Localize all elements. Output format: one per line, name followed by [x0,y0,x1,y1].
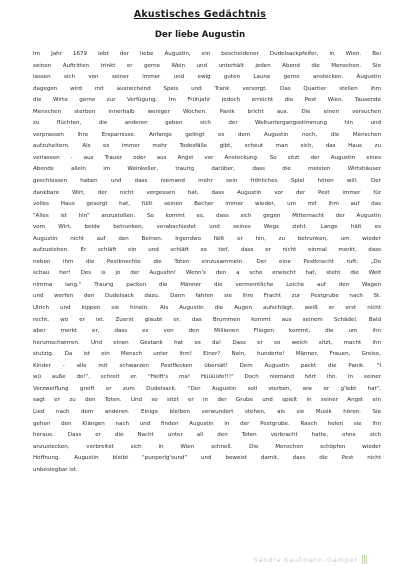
body-line: und werfen den Dudelsack dazu. Dann fahren sie ihre Fracht zur Pestgrube nach St. [33,293,381,300]
body-line: verlassen - aus Trauer oder aus Angst vor Ansteckung. So sitzt der Augustin eines [33,154,381,161]
body-line: anzustecken, verbreitet sich in Wien schnell. Die Menschen schöpfen wieder [33,443,381,450]
body-line: gehen den Klängen nach und finden Augustin in der Pestgrube. Rasch holen sie ihn [33,420,381,427]
body-line: aufzuheitern. Als es immer mehr Todesfälle gibt, scheut man sich, das Haus zu [33,143,381,150]
body-line: "Alles ist hin" anzustoßen. So kommt es, dass sich gegen Mitternacht der Augustin [33,212,381,219]
body-line: Hoffnung. Augustin bleibt "punperlg'sund" und beweist damit, dass die Pest nicht [33,455,381,462]
body-line: Kinder - alle mit schwarzen Pestflecken übersät! Dem Augustin packt die Panik. "I [33,362,381,369]
body-line: unbesiegbar ist. [33,466,78,473]
body-line: zu flüchten, die anderen geben sich der Weltuntergangsstimmung hin und [33,120,381,127]
body-line: Verzweiflung greift er zum Dudelsack. "Der Augustin soll sterben, wie er g'lebt hat", [33,385,381,392]
body-line: sagt er zu den Toten. Und so sitzt er in der Grube und spielt in seiner Angst ein [33,397,381,404]
body-line: aufzustehen. Er schläft ein und schläft so tief, dass er nicht einmal merkt, dass [33,247,381,254]
body-line: stutzig. Da ist ein Mensch unter ihm! Einer? Nein, hunderte! Männer, Frauen, Greise, [33,351,381,358]
page-title: Akustisches Gedächtnis [133,9,267,20]
body-line: Im Jahr 1679 lebt der liebe Augustin, ein bescheidener Dudelsackpfeifer, in Wien. Bei [33,51,381,57]
body-line: schau her! Des is jo der Augustin! Wenn's den a scho erwischt hat, steht die Welt [33,270,381,277]
body-line: Menschen sterben innerhalb weniger Wochen. Panik bricht aus. Die einen versuchen [33,108,381,115]
body-line: Ulrich und kippen sie hinein. Als Augustin die Augen aufschlägt, weiß er erst nicht [33,305,381,312]
body-line: aber merkt er, dass es von den Millionen Fliegen kommt, die um ihn [33,328,381,335]
body-line: vom Wirt, beide betrunken, verabschiedet und seines Wegs zieht. Lange hält es [33,224,381,231]
body-line: Abends allein im Weinkeller, traurig darüber, dass die meisten Wirtshäuser [33,166,381,173]
body-line: nimma lang." Traurig packen die Männer die vermeintliche Leiche auf den Wagen [33,281,381,288]
body-line: dankbare Wirt, der nicht vergessen hat, dass Augustin vor der Pest immer für [33,189,381,196]
body-line: Lied nach dem anderen. Einige bleiben verwundert stehen, als sie Musik hören. Sie [33,408,381,415]
body-line: verprassen ihre Ersparnisse. Anfangs gelingt es dem Augustin noch, die Menschen [33,131,381,138]
body-line: lassen sich von seiner immer und ewig guten Laune gerne anstecken. Augustin [33,74,381,81]
body-line: recht, wo er ist. Zuerst glaubt er, das Brummen kommt aus seinem Schädel. Bald [33,316,381,323]
footer-author: Sandra Kaufmann-Gamper [253,556,358,564]
body-line: geschlossen haben und dass niemand mehr sein fröhliches Spiel hören will. Der [33,178,381,185]
body-line: volles Haus gesorgt hat, füllt seinen Becher immer wieder, um mit ihm auf das [33,201,381,208]
story-body [33,49,381,476]
body-line: heraus. Dass er die Nacht unter all den Toten verbracht hatte, ohne sich [33,432,381,439]
body-line: dagegen wird mit ausreichend Speis und Trank versorgt. Das Quartier stellen ihm [33,85,381,92]
footer-mark-icon [362,555,368,564]
body-line: wü auße do!", schreit er. "Helft's ma! Hüüüüfe!!!" Doch niemand hört ihn. In seiner [33,374,381,381]
body-line: seinen Auftritten trinkt er gerne Wein und unterhält jeden Abend die Menschen. Sie [33,62,381,69]
body-line: die Wirte gerne zur Verfügung. Im Frühjahr jedoch erreicht die Pest Wien. Tausende [33,97,381,104]
body-line: herumschwirren. Und einen Gestank hat es da! Dass er so weich sitzt, macht ihn [33,339,381,346]
body-line: neben ihm die Pestknechte die Toten einzusammeln. Der eine Pestknecht ruft: „Do [33,258,381,265]
story-title: Der liebe Augustin [154,30,246,40]
body-line: Augustin nicht auf den Beinen. Irgendwo fällt er hin, zu betrunken, um wieder [33,235,381,242]
